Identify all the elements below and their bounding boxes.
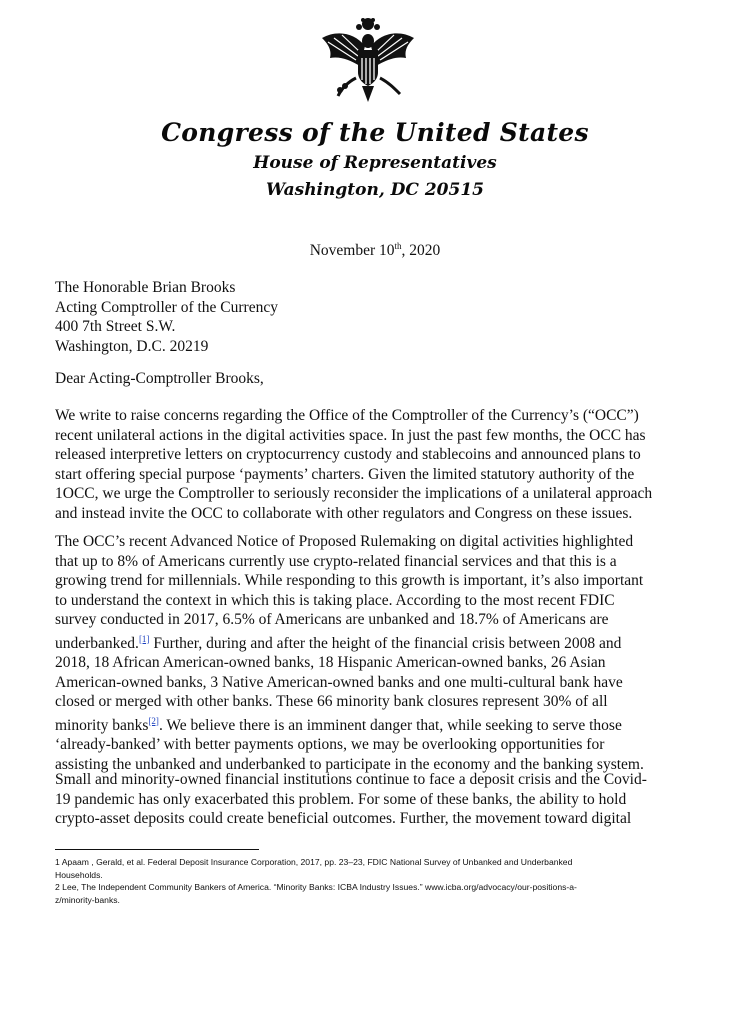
- line-text: Further, during and after the height of the financial crisis between 2008 and: [149, 634, 622, 652]
- footnote-line: z/minority-banks.: [55, 894, 120, 905]
- address-line: Acting Comptroller of the Currency: [55, 298, 278, 316]
- paragraph-line: ‘already-banked’ with better payments options, we may be overlooking opportunities for: [55, 736, 605, 754]
- paragraph-line: and instead invite the OCC to collaborate with other regulators and Congress on these issues.: [55, 504, 633, 522]
- paragraph-line: crypto-asset deposits could create beneficial outcomes. Further, the movement toward digital: [55, 810, 632, 827]
- footnote-line: 2 Lee, The Independent Community Bankers of America. “Minority Banks: ICBA Industry Issues.” www.icba.org/advocacy/our-positions-a-: [55, 882, 577, 892]
- paragraph-line: 1OCC, we urge the Comptroller to seriously reconsider the implications of a unilateral approach: [55, 485, 653, 502]
- paragraph-line: released interpretive letters on cryptocurrency custody and stablecoins and announced plans to: [55, 446, 641, 463]
- paragraph-line: survey conducted in 2017, 6.5% of Americans are unbanked and 18.7% of Americans are: [55, 611, 609, 628]
- footnote-ref-2-link[interactable]: [2]: [148, 715, 159, 726]
- recipient-address: [55, 278, 278, 356]
- letterhead-location: Washington, DC 20515: [266, 180, 484, 200]
- footnotes: [55, 856, 695, 906]
- line-text: underbanked.: [55, 634, 139, 652]
- address-line: The Honorable Brian Brooks: [55, 279, 236, 296]
- address-line: 400 7th Street S.W.: [55, 318, 176, 335]
- paragraph-line: The OCC’s recent Advanced Notice of Proposed Rulemaking on digital activities highlighted: [55, 533, 634, 550]
- paragraph-line: recent unilateral actions in the digital activities space. In just the past few months, the OCC has: [55, 426, 646, 444]
- body-paragraph-1: [55, 406, 705, 523]
- paragraph-line: We write to raise concerns regarding the Office of the Comptroller of the Currency’s (“OCC”): [55, 407, 639, 424]
- paragraph-line: 19 pandemic has only exacerbated this problem. For some of these banks, the ability to hold: [55, 790, 627, 808]
- body-paragraph-2: [55, 532, 705, 774]
- paragraph-line: Small and minority-owned financial institutions continue to face a deposit crisis and the Covid-: [55, 771, 647, 788]
- letterhead-chamber: House of Representatives: [253, 153, 497, 173]
- paragraph-line: 2018, 18 African American-owned banks, 18 Hispanic American-owned banks, 26 Asian: [55, 654, 606, 672]
- footnote-ref-1-link[interactable]: [1]: [138, 633, 150, 644]
- letter-date: [0, 241, 750, 260]
- footnote-line: Households.: [55, 869, 103, 880]
- paragraph-line: to understand the context in which this is taking place. According to the most recent FDIC: [55, 591, 615, 609]
- salutation: Dear Acting-Comptroller Brooks,: [55, 370, 264, 387]
- footnote-divider: [55, 849, 259, 850]
- line-text: . We believe there is an imminent danger that, while seeking to serve those: [158, 716, 622, 734]
- footnote-line: 1 Apaam , Gerald, et al. Federal Deposit Insurance Corporation, 2017, pp. 23–23, FDIC National Survey of Unbanked and Underbanked: [55, 857, 573, 867]
- paragraph-line: assisting the unbanked and underbanked to participate in the economy and the banking system.: [55, 755, 644, 773]
- paragraph-line: [55, 712, 705, 736]
- date-year: , 2020: [401, 242, 441, 260]
- date-main: November 10: [309, 242, 395, 260]
- paragraph-line: that up to 8% of Americans currently use crypto-related financial services and that this is a: [55, 552, 617, 570]
- paragraph-line: growing trend for millennials. While responding to this growth is important, it’s also important: [55, 572, 644, 589]
- paragraph-line: American-owned banks, 3 Native American-owned banks and one multi-cultural bank have: [55, 673, 623, 691]
- address-line: Washington, D.C. 20219: [55, 337, 209, 355]
- paragraph-line: closed or merged with other banks. These 66 minority bank closures represent 30% of all: [55, 693, 608, 711]
- letterhead-title: Congress of the United States: [161, 118, 589, 147]
- paragraph-line: [55, 630, 705, 654]
- great-seal-eagle-icon: [318, 16, 418, 108]
- date-ordinal: th: [394, 241, 402, 251]
- line-text: minority banks: [55, 716, 149, 734]
- paragraph-line: start offering special purpose ‘payments’ charters. Given the limited statutory authority of the: [55, 465, 635, 483]
- body-paragraph-3: [55, 770, 705, 829]
